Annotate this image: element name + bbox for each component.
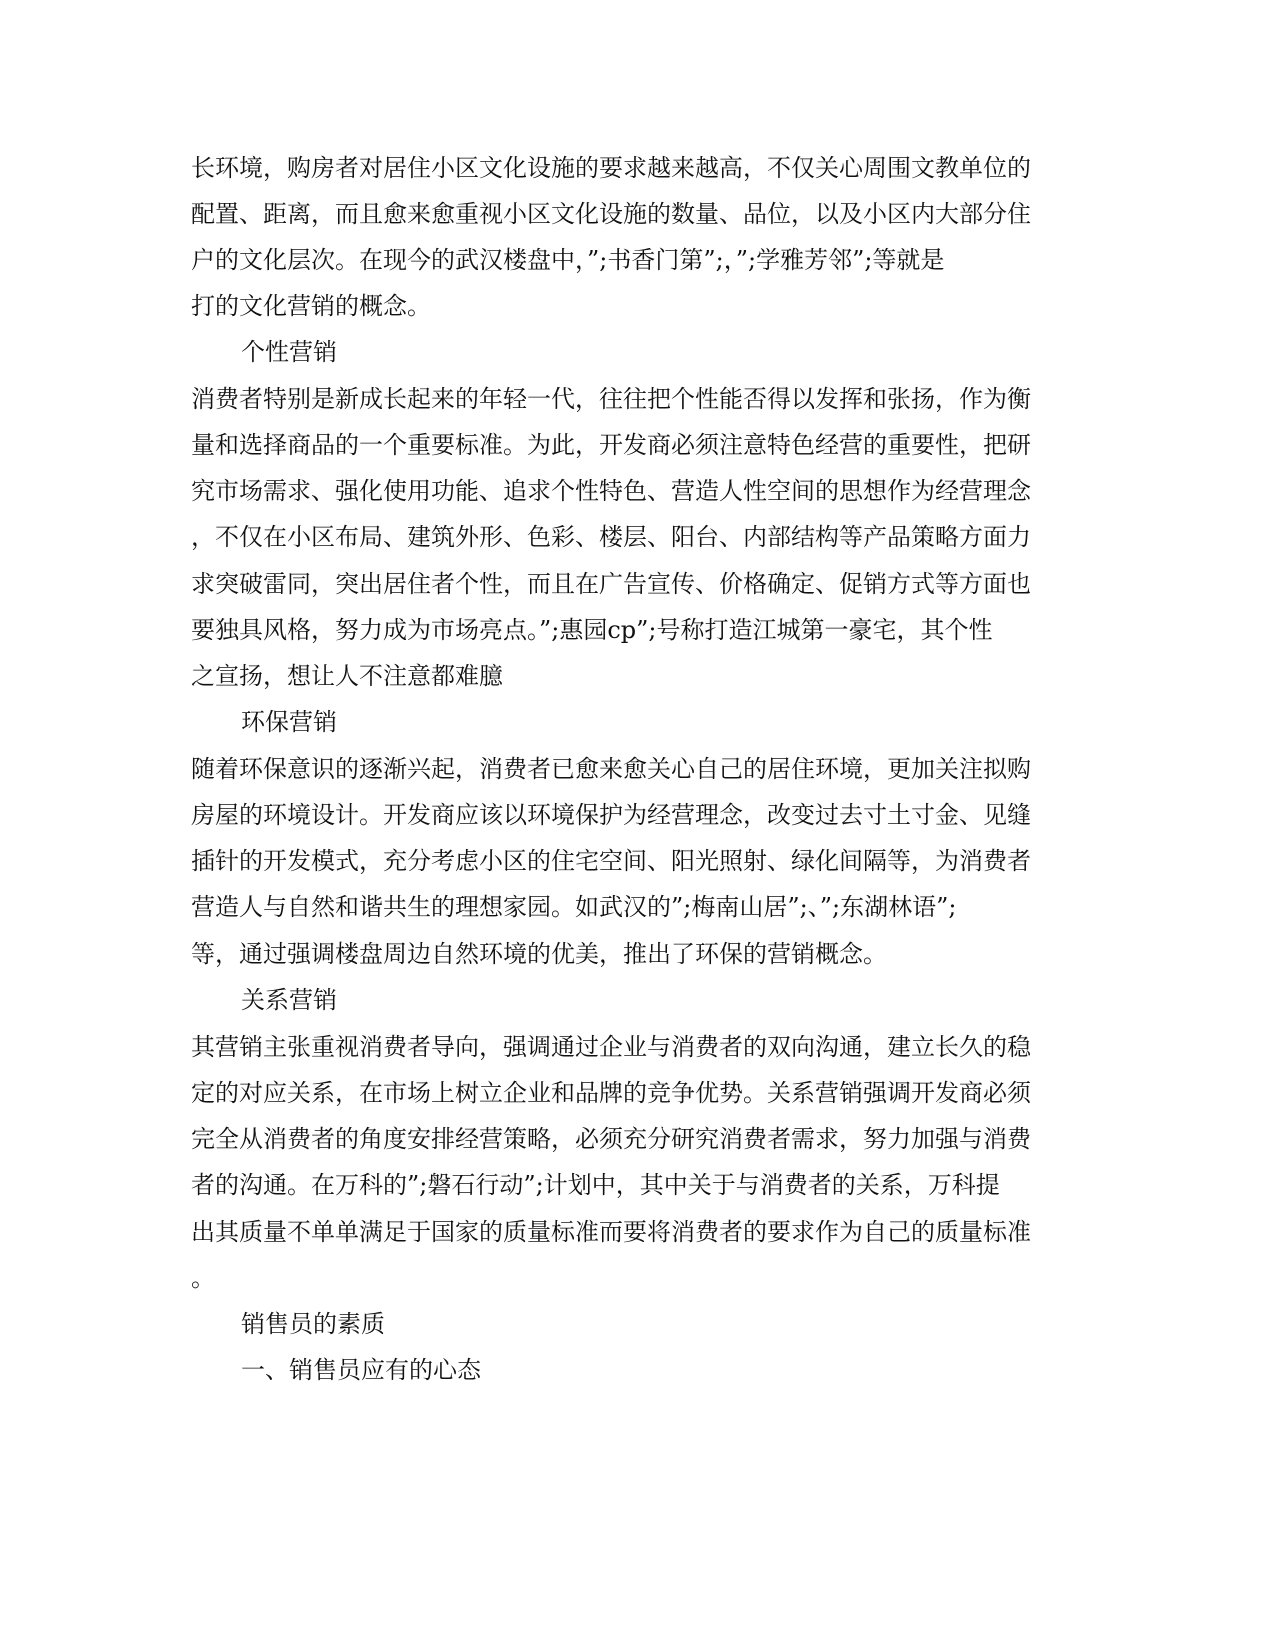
- section-heading: 一、销售员应有的心态: [241, 1356, 481, 1384]
- paragraph-line: 配置、距离，而且愈来愈重视小区文化设施的数量、品位，以及小区内大部分住: [191, 200, 1031, 228]
- paragraph-line: 量和选择商品的一个重要标准。为此，开发商必须注意特色经营的重要性，把研: [191, 431, 1031, 459]
- paragraph-line: 完全从消费者的角度安排经营策略，必须充分研究消费者需求，努力加强与消费: [191, 1125, 1031, 1153]
- paragraph-line: 打的文化营销的概念。: [191, 292, 431, 320]
- paragraph-line: 求突破雷同，突出居住者个性，而且在广告宣传、价格确定、促销方式等方面也: [191, 570, 1031, 598]
- paragraph-line: 之宣扬，想让人不注意都难臆: [191, 662, 503, 690]
- paragraph-line: 其营销主张重视消费者导向，强调通过企业与消费者的双向沟通，建立长久的稳: [191, 1033, 1031, 1061]
- paragraph-line: 营造人与自然和谐共生的理想家园。如武汉的”;梅南山居”;、”;东湖林语”;: [191, 893, 957, 921]
- paragraph-line: 房屋的环境设计。开发商应该以环境保护为经营理念，改变过去寸土寸金、见缝: [191, 801, 1031, 829]
- paragraph-line: 户的文化层次。在现今的武汉楼盘中，”;书香门第”;，”;学雅芳邻”;等就是: [191, 246, 945, 274]
- section-heading: 关系营销: [241, 986, 337, 1014]
- paragraph-line: 长环境，购房者对居住小区文化设施的要求越来越高，不仅关心周围文教单位的: [191, 154, 1031, 182]
- paragraph-line: 定的对应关系，在市场上树立企业和品牌的竞争优势。关系营销强调开发商必须: [191, 1079, 1031, 1107]
- section-heading: 个性营销: [241, 338, 337, 366]
- paragraph-line: 。: [191, 1264, 215, 1292]
- paragraph-line: 究市场需求、强化使用功能、追求个性特色、营造人性空间的思想作为经营理念: [191, 477, 1031, 505]
- paragraph-line: 者的沟通。在万科的”;磐石行动”;计划中，其中关于与消费者的关系，万科提: [191, 1171, 1000, 1199]
- section-heading: 环保营销: [241, 708, 337, 736]
- paragraph-line: 插针的开发模式，充分考虑小区的住宅空间、阳光照射、绿化间隔等，为消费者: [191, 847, 1031, 875]
- paragraph-line: ，不仅在小区布局、建筑外形、色彩、楼层、阳台、内部结构等产品策略方面力: [191, 523, 1031, 551]
- paragraph-line: 要独具风格，努力成为市场亮点。”;惠园cp”;号称打造江城第一豪宅，其个性: [191, 616, 993, 644]
- paragraph-line: 消费者特别是新成长起来的年轻一代，往往把个性能否得以发挥和张扬，作为衡: [191, 385, 1031, 413]
- paragraph-line: 等，通过强调楼盘周边自然环境的优美，推出了环保的营销概念。: [191, 940, 887, 968]
- section-heading: 销售员的素质: [241, 1310, 385, 1338]
- paragraph-line: 出其质量不单单满足于国家的质量标准而要将消费者的要求作为自己的质量标准: [191, 1218, 1031, 1246]
- paragraph-line: 随着环保意识的逐渐兴起，消费者已愈来愈关心自己的居住环境，更加关注拟购: [191, 755, 1031, 783]
